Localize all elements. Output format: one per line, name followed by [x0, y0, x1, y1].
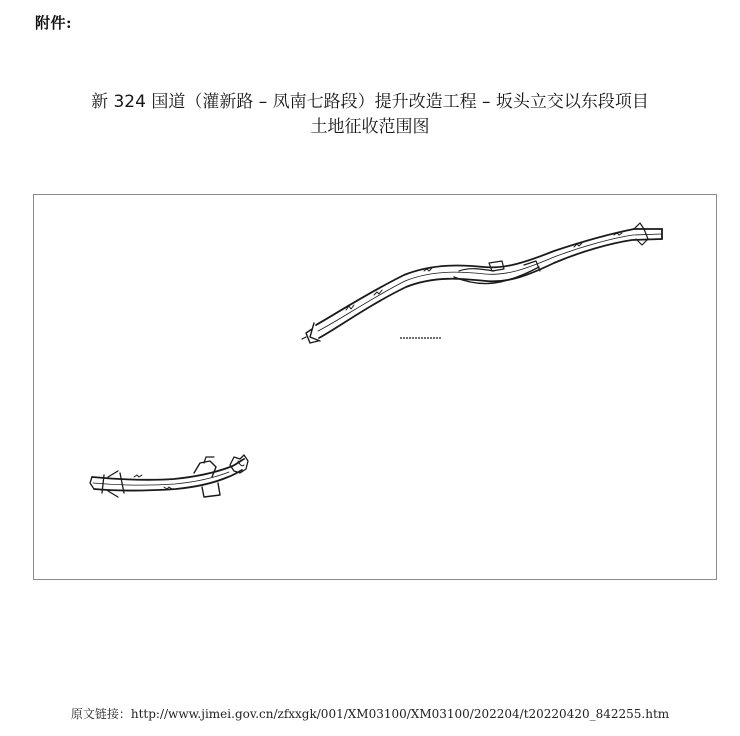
source-link-line: [0, 705, 740, 722]
land-acquisition-map: [33, 194, 717, 580]
road-alignment-east: [302, 223, 662, 343]
source-url-link[interactable]: http://www.jimei.gov.cn/zfxxgk/001/XM03100/XM03100/202204/t20220420_842255.htm: [130, 707, 670, 721]
document-title: 新 324 国道（灌新路 – 凤南七路段）提升改造工程 – 坂头立交以东段项目: [91, 92, 649, 112]
document-subtitle: 土地征收范围图: [310, 117, 430, 137]
attachment-label: 附件:: [35, 14, 73, 32]
map-drawing: [34, 195, 718, 581]
source-label: 原文链接：: [70, 707, 131, 721]
road-alignment-west: [90, 455, 248, 497]
